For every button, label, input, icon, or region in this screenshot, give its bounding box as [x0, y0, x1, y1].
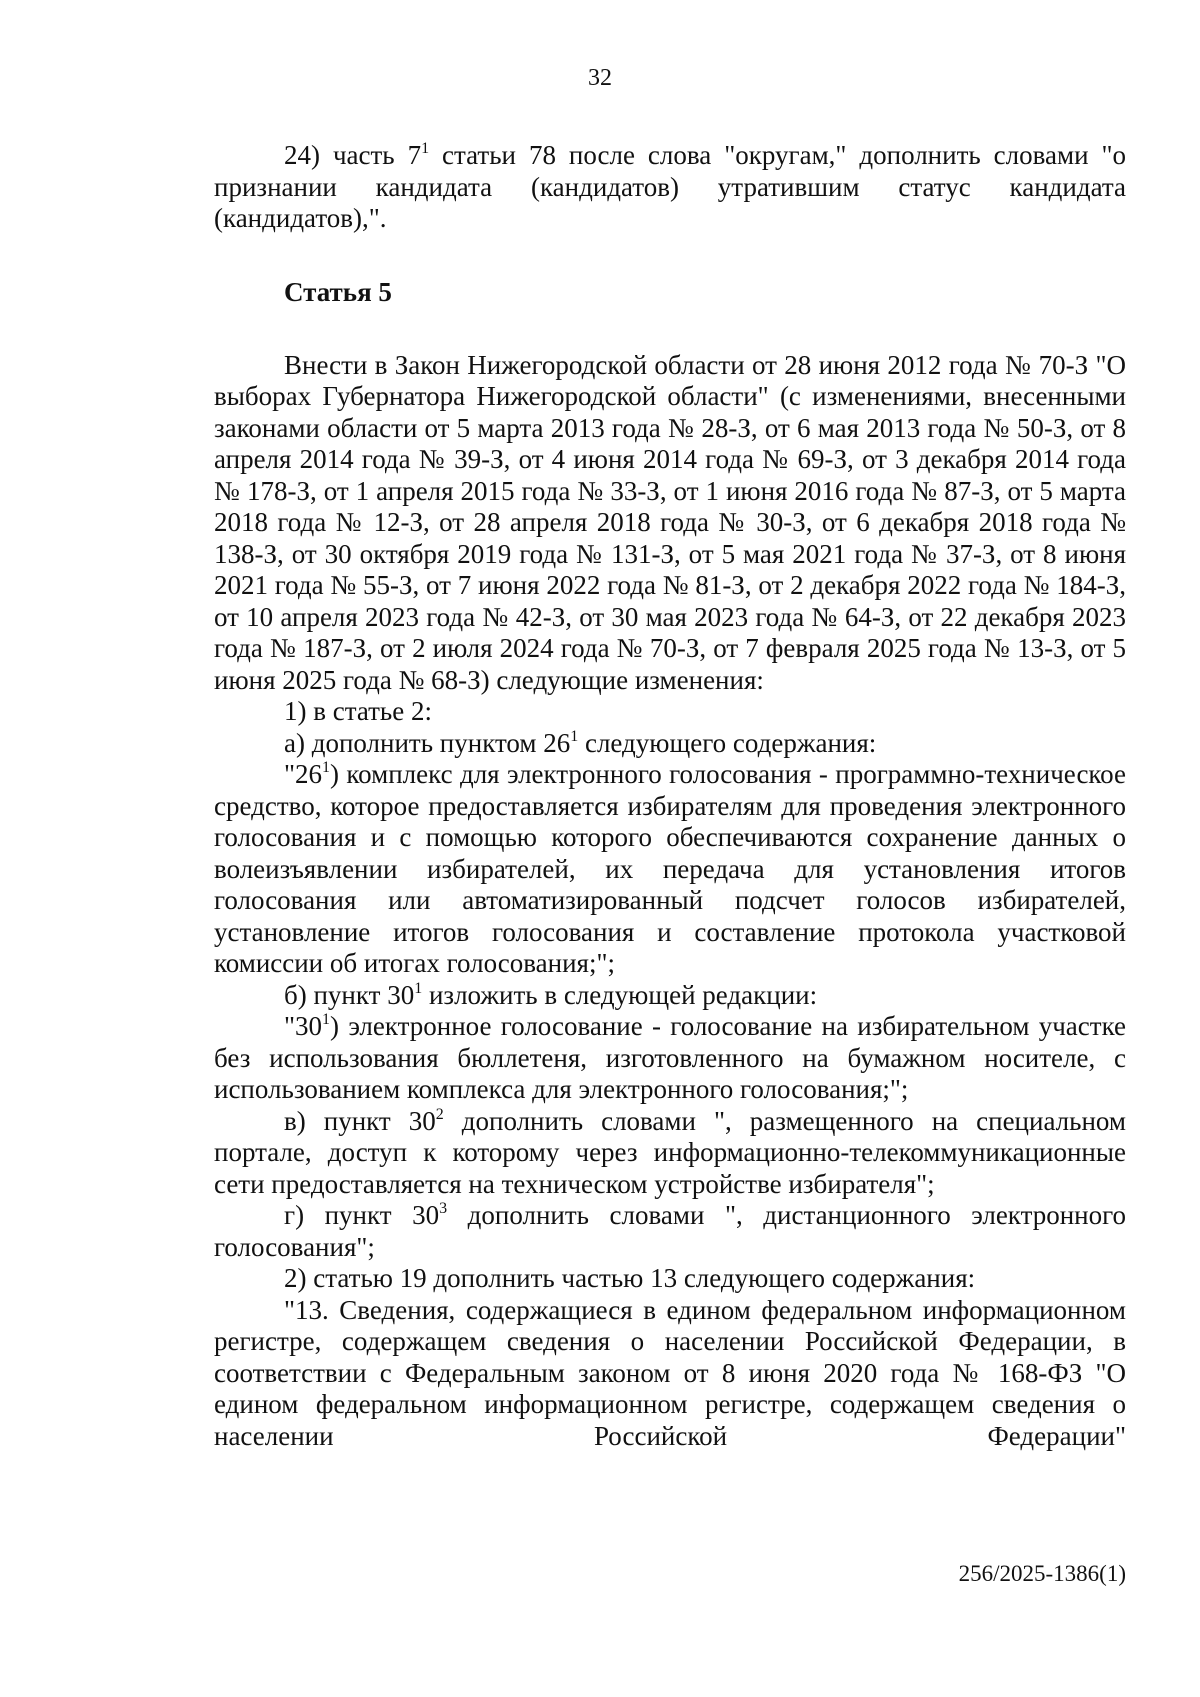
item-24-text-a: 24) часть 7 — [284, 140, 422, 170]
item-1d-paragraph — [214, 1200, 1126, 1263]
item-1b-quote-a: "30 — [284, 1011, 323, 1041]
item-24-text-b: статьи 78 после слова "округам," дополнить словами "о признании кандидата (кандидатов) утратившим статус кандидата (кандидатов),". — [214, 140, 1127, 233]
item-1c-text-b: дополнить словами ", размещенного на специальном портале, доступ к которому через информационно-телекоммуникационные сети предоставляется на техническом устройстве избирателя"; — [214, 1105, 1126, 1199]
item-1d-text-a: г) пункт 30 — [284, 1200, 440, 1230]
document-body — [214, 140, 1126, 1452]
item-24-paragraph — [214, 140, 1126, 235]
page-number: 32 — [588, 65, 612, 91]
article-heading: Статья 5 — [284, 276, 392, 307]
item-1b-quote-b: ) электронное голосование - голосование на избирательном участке без использования бюллетеня, изготовленного на бумажном носителе, с использованием комплекса для электронного голосования;"; — [214, 1011, 1126, 1104]
item-24-superscript: 1 — [421, 140, 430, 157]
item-1b-quote-superscript: 1 — [322, 1011, 331, 1028]
item-1b-quote-paragraph — [214, 1011, 1126, 1106]
item-1a-quote-b: ) комплекс для электронного голосования - программно-техническое средство, которое предоставляется избирателям для проведения электронного голосования и с помощью которого обеспечиваются сохранение данных о волеизъявлении избирателей, их передача для установления итогов голосования или автоматизированный подсчет голосов избирателей, установление итогов голосования и составление протокола участковой комиссии об итогах голосования;"; — [214, 759, 1126, 978]
document-registration-number: 256/2025-1386(1) — [958, 1561, 1126, 1586]
item-1b-paragraph — [214, 980, 1126, 1012]
item-1c-text-a: в) пункт 30 — [284, 1105, 436, 1136]
item-1c-superscript: 2 — [435, 1105, 444, 1123]
item-1b-text-b: изложить в следующей редакции: — [422, 979, 818, 1010]
item-2-paragraph: 2) статью 19 дополнить частью 13 следующего содержания: — [284, 1263, 976, 1293]
item-1a-text-b: следующего содержания: — [578, 727, 877, 758]
item-1c-paragraph — [214, 1106, 1126, 1201]
item-2-quote-paragraph: "13. Сведения, содержащиеся в едином федеральном информационном регистре, содержащем сведения о населении Российской Федерации, в соответствии с Федеральным законом от 8 июня 2020 года № 168-ФЗ "О едином федеральном информационном регистре, содержащем сведения о населении Российской Федерации" — [214, 1294, 1126, 1451]
item-1a-text-a: а) дополнить пунктом 26 — [284, 727, 571, 758]
item-1a-paragraph — [214, 728, 1126, 760]
item-1a-quote-superscript: 1 — [322, 759, 331, 776]
item-1d-superscript: 3 — [439, 1200, 448, 1217]
item-1-paragraph: 1) в статье 2: — [284, 696, 432, 726]
item-1b-superscript: 1 — [414, 979, 423, 997]
item-1a-superscript: 1 — [570, 727, 579, 745]
item-1a-quote-a: "26 — [284, 759, 323, 789]
intro-paragraph: Внести в Закон Нижегородской области от 28 июня 2012 года № 70-З "О выборах Губернатора Нижегородской области" (с изменениями, внесенными законами области от 5 марта 2013 года № 28-З, от 6 мая 2013 года № 50-З, от 8 апреля 2014 года № 39-З, от 4 июня 2014 года № 69-З, от 3 декабря 2014 года № 178-З, от 1 апреля 2015 года № 33-З, от 1 июня 2016 года № 87-З, от 5 марта 2018 года № 12-З, от 28 апреля 2018 года № 30-З, от 6 декабря 2018 года № 138-З, от 30 октября 2019 года № 131-З, от 5 мая 2021 года № 37-З, от 8 июня 2021 года № 55-З, от 7 июня 2022 года № 81-З, от 2 декабря 2022 года № 184-З, от 10 апреля 2023 года № 42-З, от 30 мая 2023 года № 64-З, от 22 декабря 2023 года № 187-З, от 2 июля 2024 года № 70-З, от 7 февраля 2025 года № 13-З, от 5 июня 2025 года № 68-З) следующие изменения: — [214, 349, 1126, 695]
item-1d-text-b: дополнить словами ", дистанционного электронного голосования"; — [214, 1200, 1126, 1262]
item-1b-text-a: б) пункт 30 — [284, 979, 415, 1010]
item-1a-quote-paragraph — [214, 759, 1126, 980]
